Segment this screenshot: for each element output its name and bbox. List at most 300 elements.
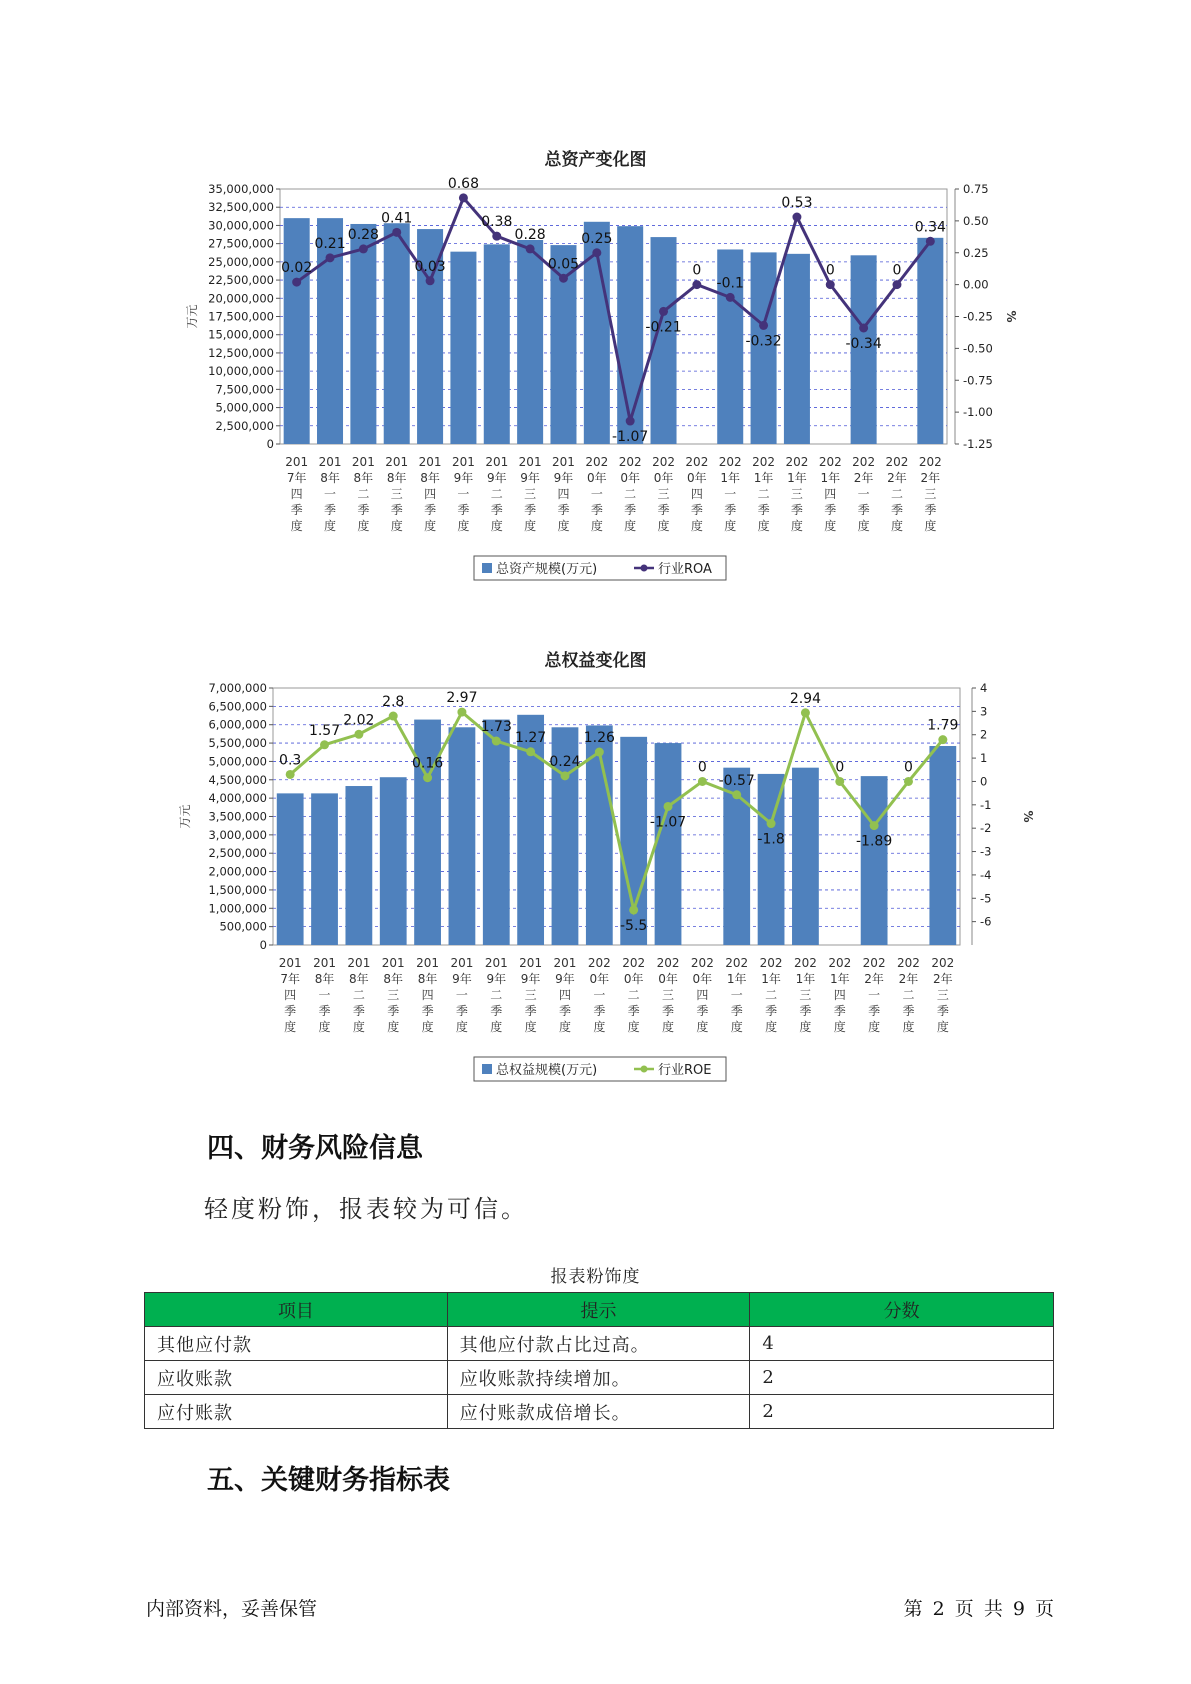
y2-tick-label: 2: [980, 727, 988, 742]
x-tick-label: 2年: [864, 972, 884, 986]
x-tick-label: 1年: [795, 972, 816, 986]
x-tick-label: 8年: [314, 972, 335, 986]
x-tick-label: 季: [833, 1004, 846, 1018]
line-point: [835, 777, 844, 786]
x-tick-label: 9年: [452, 972, 472, 986]
line-point: [626, 417, 635, 426]
y-tick-label: 25,000,000: [208, 254, 274, 269]
x-tick-label: 202: [918, 455, 942, 469]
x-tick-label: 度: [387, 1020, 400, 1034]
x-tick-label: 0年: [587, 471, 607, 485]
line-point: [559, 274, 568, 283]
table-header-row: [145, 1293, 1054, 1327]
line-point: [664, 802, 673, 811]
y-tick-label: 6,500,000: [208, 699, 267, 714]
bar: [380, 777, 407, 945]
line-point: [926, 237, 935, 246]
y-tick-label: 2,000,000: [208, 864, 267, 879]
y2-tick-label: -4: [980, 867, 992, 882]
x-tick-label: 8年: [349, 972, 369, 986]
y2-tick-label: 0.25: [963, 245, 989, 260]
x-tick-label: 1年: [720, 471, 741, 485]
x-tick-label: 度: [824, 519, 837, 533]
risk-table: [144, 1292, 1054, 1429]
legend-bar-swatch: [482, 1064, 492, 1074]
x-tick-label: 201: [418, 455, 442, 469]
y2-axis-label: %: [1021, 810, 1035, 823]
x-tick-label: 0年: [692, 972, 713, 986]
x-tick-label: 0年: [623, 972, 644, 986]
line-point: [859, 323, 868, 332]
cell-score: 2: [750, 1395, 1054, 1429]
x-tick-label: 度: [524, 1020, 537, 1034]
x-tick-label: 度: [490, 1020, 503, 1034]
x-tick-label: 9年: [453, 471, 474, 485]
x-tick-label: 三: [657, 487, 670, 501]
line-point: [904, 777, 913, 786]
y-tick-label: 35,000,000: [208, 182, 274, 196]
y-tick-label: 500,000: [219, 919, 267, 934]
data-label: 0: [835, 759, 845, 776]
x-tick-label: 度: [790, 519, 803, 533]
x-tick-label: 二: [490, 988, 503, 1002]
x-tick-label: 202: [931, 956, 955, 970]
bar: [784, 254, 810, 444]
footer-page-number: 第 2 页 共 9 页: [903, 1598, 1054, 1620]
bar: [792, 768, 819, 945]
x-tick-label: 0年: [687, 471, 707, 485]
x-tick-label: 202: [622, 956, 646, 970]
x-tick-label: 季: [868, 1004, 881, 1018]
x-tick-label: 201: [519, 956, 543, 970]
y2-tick-label: 0.00: [963, 277, 989, 292]
y-tick-label: 20,000,000: [208, 291, 274, 306]
x-tick-label: 季: [936, 1004, 949, 1018]
line-point: [870, 821, 879, 830]
y-tick-label: 0: [266, 437, 274, 451]
y-tick-label: 7,000,000: [208, 681, 267, 695]
x-tick-label: 2年: [920, 471, 941, 485]
x-tick-label: 季: [657, 503, 670, 517]
line-point: [426, 276, 435, 285]
x-tick-label: 202: [725, 956, 749, 970]
x-tick-label: 度: [890, 519, 903, 533]
bar: [484, 244, 510, 444]
x-tick-label: 季: [730, 1004, 743, 1018]
data-label: -1.07: [649, 814, 687, 831]
line-point: [292, 278, 301, 287]
x-tick-label: 0年: [658, 972, 678, 986]
table-row: [145, 1361, 1054, 1395]
x-tick-label: 季: [290, 503, 303, 517]
data-label: 2.8: [382, 694, 405, 711]
x-tick-label: 三: [936, 988, 949, 1002]
data-label: 0.16: [411, 755, 444, 772]
x-tick-label: 度: [936, 1020, 949, 1034]
y2-tick-label: 0.75: [963, 182, 989, 196]
x-tick-label: 度: [799, 1020, 812, 1034]
y-tick-label: 12,500,000: [208, 345, 274, 360]
x-tick-label: 季: [824, 503, 837, 517]
y-tick-label: 3,500,000: [208, 809, 267, 824]
x-tick-label: 三: [390, 487, 403, 501]
line-point: [659, 307, 668, 316]
x-tick-label: 四: [421, 988, 434, 1002]
data-label: -0.1: [716, 275, 744, 292]
y-tick-label: 2,500,000: [208, 846, 267, 861]
x-tick-label: 季: [390, 503, 403, 517]
bar: [917, 238, 943, 444]
line-point: [526, 244, 535, 253]
x-tick-label: 201: [485, 455, 509, 469]
x-tick-label: 度: [557, 519, 570, 533]
x-tick-label: 202: [690, 956, 714, 970]
x-tick-label: 2年: [887, 471, 907, 485]
x-tick-label: 202: [828, 956, 852, 970]
x-tick-label: 2年: [853, 471, 874, 485]
data-label: 2.97: [446, 690, 478, 707]
legend-bar-label: 总资产规模(万元): [496, 562, 598, 577]
x-tick-label: 1年: [761, 972, 781, 986]
x-tick-label: 度: [590, 519, 603, 533]
x-tick-label: 一: [724, 487, 737, 501]
x-tick-label: 季: [627, 1004, 640, 1018]
x-tick-label: 202: [685, 455, 709, 469]
data-label: 0.38: [481, 214, 513, 231]
x-tick-label: 度: [765, 1020, 778, 1034]
y2-tick-label: -1.00: [963, 405, 993, 420]
data-label: 1.73: [480, 719, 512, 736]
x-tick-label: 一: [590, 487, 603, 501]
x-tick-label: 度: [757, 519, 770, 533]
line-point: [326, 253, 335, 262]
x-tick-label: 2年: [898, 972, 919, 986]
x-tick-label: 1年: [829, 972, 850, 986]
x-tick-label: 季: [387, 1004, 400, 1018]
x-tick-label: 季: [284, 1004, 297, 1018]
y-axis-label: 万元: [185, 304, 199, 329]
cell-item: 其他应付款: [145, 1327, 448, 1361]
x-tick-label: 201: [285, 455, 309, 469]
data-label: 0.21: [314, 235, 346, 252]
x-tick-label: 季: [557, 503, 570, 517]
data-label: 0.3: [279, 752, 302, 769]
data-label: 0.28: [347, 226, 379, 243]
x-tick-label: 季: [890, 503, 903, 517]
x-tick-label: 度: [352, 1020, 365, 1034]
y-tick-label: 1,500,000: [208, 882, 267, 897]
x-tick-label: 二: [352, 988, 365, 1002]
x-tick-label: 202: [785, 455, 809, 469]
x-tick-label: 201: [347, 956, 371, 970]
legend-line-marker: [641, 1066, 648, 1073]
section5-heading: 五、关键财务指标表: [207, 1465, 450, 1496]
x-tick-label: 度: [455, 1020, 468, 1034]
x-tick-label: 度: [457, 519, 470, 533]
data-label: -0.34: [845, 335, 882, 352]
x-tick-label: 三: [924, 487, 937, 501]
line-point: [423, 773, 432, 782]
bar: [317, 218, 343, 444]
x-tick-label: 202: [793, 956, 817, 970]
y-tick-label: 22,500,000: [208, 273, 274, 288]
cell-hint: 应付账款成倍增长。: [447, 1395, 750, 1429]
bar: [480, 719, 512, 945]
bar: [277, 793, 304, 945]
x-tick-label: 202: [885, 455, 909, 469]
x-tick-label: 季: [490, 503, 503, 517]
y-tick-label: 0: [259, 938, 267, 952]
x-tick-label: 二: [757, 487, 770, 501]
data-label: 0.41: [381, 210, 413, 227]
x-tick-label: 度: [558, 1020, 571, 1034]
x-tick-label: 201: [416, 956, 440, 970]
x-tick-label: 0年: [653, 471, 674, 485]
legend-bar-swatch: [482, 563, 492, 573]
line-point: [389, 712, 398, 721]
x-tick-label: 季: [455, 1004, 468, 1018]
y-tick-label: 30,000,000: [208, 218, 274, 233]
x-tick-label: 度: [724, 519, 737, 533]
data-label: 0: [892, 262, 902, 279]
x-tick-label: 度: [627, 1020, 640, 1034]
line-point: [692, 280, 701, 289]
x-tick-label: 9年: [555, 972, 575, 986]
x-tick-label: 度: [696, 1020, 709, 1034]
y2-tick-label: -1: [980, 797, 992, 812]
x-tick-label: 二: [627, 988, 640, 1002]
x-tick-label: 季: [421, 1004, 434, 1018]
x-tick-label: 202: [752, 455, 776, 469]
data-label: 0.24: [549, 753, 581, 770]
x-tick-label: 201: [450, 956, 474, 970]
data-label: 0.34: [914, 219, 946, 236]
cell-score: 4: [750, 1327, 1054, 1361]
bar: [517, 240, 543, 444]
x-tick-label: 度: [524, 519, 537, 533]
data-label: -1.8: [757, 831, 785, 848]
x-tick-label: 度: [833, 1020, 846, 1034]
legend-line-marker: [641, 565, 648, 572]
x-tick-label: 202: [656, 956, 680, 970]
x-tick-label: 度: [730, 1020, 743, 1034]
x-tick-label: 四: [290, 487, 303, 501]
x-tick-label: 季: [357, 503, 370, 517]
cell-score: 2: [750, 1361, 1054, 1395]
data-label: 0.68: [447, 175, 480, 192]
x-tick-label: 1年: [726, 972, 747, 986]
header-score: 分数: [750, 1293, 1054, 1327]
line-point: [354, 730, 363, 739]
x-tick-label: 201: [552, 455, 575, 469]
table-row: [145, 1327, 1054, 1361]
x-tick-label: 季: [352, 1004, 365, 1018]
line-point: [560, 771, 569, 780]
x-tick-label: 202: [852, 455, 876, 469]
x-tick-label: 202: [759, 956, 783, 970]
x-tick-label: 季: [524, 503, 537, 517]
line-point: [286, 770, 295, 779]
bar: [311, 793, 338, 945]
y2-tick-label: -3: [980, 844, 992, 859]
line-point: [938, 735, 947, 744]
legend-bar-label: 总权益规模(万元): [496, 1063, 598, 1078]
data-label: 1.79: [927, 717, 959, 734]
x-tick-label: 2年: [933, 972, 953, 986]
x-tick-label: 度: [857, 519, 870, 533]
cell-item: 应收账款: [145, 1361, 448, 1395]
data-label: 0: [904, 759, 913, 776]
x-tick-label: 季: [857, 503, 870, 517]
line-point: [457, 708, 466, 717]
x-tick-label: 季: [524, 1004, 537, 1018]
y2-tick-label: 0: [980, 774, 988, 789]
data-label: 0.25: [581, 230, 613, 247]
y-tick-label: 1,000,000: [208, 901, 267, 916]
x-tick-label: 度: [318, 1020, 331, 1034]
line-point: [892, 280, 901, 289]
data-label: -0.57: [718, 772, 755, 789]
line-point: [801, 708, 810, 717]
x-tick-label: 季: [662, 1004, 675, 1018]
y-tick-label: 27,500,000: [208, 236, 274, 251]
x-tick-label: 8年: [417, 972, 438, 986]
x-tick-label: 三: [662, 988, 675, 1002]
cell-hint: 其他应付款占比过高。: [447, 1327, 750, 1361]
data-label: 0: [825, 262, 835, 279]
x-tick-label: 二: [890, 487, 903, 501]
x-tick-label: 202: [618, 455, 642, 469]
x-tick-label: 一: [857, 487, 870, 501]
x-tick-label: 度: [324, 519, 337, 533]
x-tick-label: 季: [593, 1004, 606, 1018]
x-tick-label: 0年: [620, 471, 640, 485]
x-tick-label: 一: [730, 988, 743, 1002]
total-equity-chart: [0, 670, 1191, 1090]
x-tick-label: 度: [424, 519, 437, 533]
x-tick-label: 9年: [553, 471, 574, 485]
line-point: [392, 228, 401, 237]
x-tick-label: 一: [455, 988, 468, 1002]
line-point: [698, 777, 707, 786]
x-tick-label: 1年: [753, 471, 774, 485]
x-tick-label: 201: [518, 455, 542, 469]
line-point: [459, 193, 468, 202]
x-tick-label: 7年: [280, 972, 300, 986]
y-axis-label: 万元: [178, 804, 192, 829]
x-tick-label: 季: [924, 503, 937, 517]
data-label: 0: [697, 759, 707, 776]
x-tick-label: 季: [324, 503, 337, 517]
x-tick-label: 四: [690, 487, 703, 501]
table-row: [145, 1395, 1054, 1429]
x-tick-label: 一: [318, 988, 331, 1002]
bar: [284, 218, 310, 444]
cell-hint: 应收账款持续增加。: [447, 1361, 750, 1395]
x-tick-label: 一: [868, 988, 881, 1002]
y-tick-label: 4,500,000: [208, 772, 267, 787]
x-tick-label: 7年: [286, 471, 307, 485]
x-tick-label: 201: [451, 455, 475, 469]
x-tick-label: 1年: [787, 471, 807, 485]
data-label: -0.21: [645, 319, 682, 336]
header-hint: 提示: [447, 1293, 750, 1327]
data-label: 0: [692, 262, 702, 279]
x-tick-label: 度: [690, 519, 703, 533]
line-point: [759, 321, 768, 330]
y2-tick-label: 1: [980, 751, 988, 766]
x-tick-label: 一: [457, 487, 470, 501]
x-tick-label: 三: [790, 487, 803, 501]
x-tick-label: 季: [799, 1004, 812, 1018]
line-point: [726, 293, 735, 302]
x-tick-label: 季: [765, 1004, 778, 1018]
x-tick-label: 201: [381, 956, 405, 970]
data-label: 1.27: [515, 729, 547, 746]
y2-tick-label: 0.50: [963, 213, 989, 228]
x-tick-label: 季: [590, 503, 603, 517]
header-item: 项目: [145, 1293, 448, 1327]
x-tick-label: 8年: [420, 471, 440, 485]
y2-tick-label: -5: [980, 891, 992, 906]
x-tick-label: 一: [324, 487, 337, 501]
y-tick-label: 5,000,000: [208, 754, 267, 769]
x-tick-label: 季: [424, 503, 437, 517]
bar: [450, 252, 476, 444]
x-tick-label: 四: [557, 487, 570, 501]
data-label: 2.94: [789, 690, 822, 707]
x-tick-label: 季: [790, 503, 803, 517]
x-tick-label: 202: [585, 455, 609, 469]
x-tick-label: 201: [313, 956, 336, 970]
bar: [655, 743, 682, 945]
x-tick-label: 季: [490, 1004, 503, 1018]
section4-heading: 四、财务风险信息: [207, 1133, 423, 1164]
data-label: -1.89: [856, 833, 893, 850]
x-tick-label: 度: [390, 519, 403, 533]
data-label: -1.07: [612, 429, 649, 446]
y2-tick-label: 3: [980, 704, 988, 719]
line-point: [629, 905, 638, 914]
x-tick-label: 201: [484, 956, 508, 970]
bar: [411, 720, 444, 945]
x-tick-label: 度: [290, 519, 303, 533]
x-tick-label: 季: [558, 1004, 571, 1018]
y2-tick-label: -0.50: [963, 341, 993, 356]
x-tick-label: 度: [657, 519, 670, 533]
x-tick-label: 度: [902, 1020, 915, 1034]
line-point: [792, 213, 801, 222]
risk-summary: 轻度粉饰，报表较为可信。: [204, 1195, 528, 1223]
x-tick-label: 8年: [383, 972, 404, 986]
legend-line-label: 行业ROE: [658, 1063, 712, 1078]
x-tick-label: 202: [718, 455, 742, 469]
y2-tick-label: -0.75: [963, 373, 993, 388]
x-tick-label: 四: [833, 988, 846, 1002]
bar: [449, 727, 476, 945]
y-tick-label: 15,000,000: [208, 327, 274, 342]
x-tick-label: 三: [524, 988, 537, 1002]
x-tick-label: 度: [662, 1020, 675, 1034]
x-tick-label: 9年: [520, 972, 541, 986]
y-tick-label: 7,500,000: [215, 382, 274, 397]
x-tick-label: 三: [387, 988, 400, 1002]
y2-tick-label: -1.25: [963, 437, 993, 451]
y2-tick-label: -2: [980, 821, 992, 836]
x-tick-label: 三: [524, 487, 537, 501]
y-tick-label: 4,000,000: [208, 791, 267, 806]
x-tick-label: 度: [924, 519, 937, 533]
